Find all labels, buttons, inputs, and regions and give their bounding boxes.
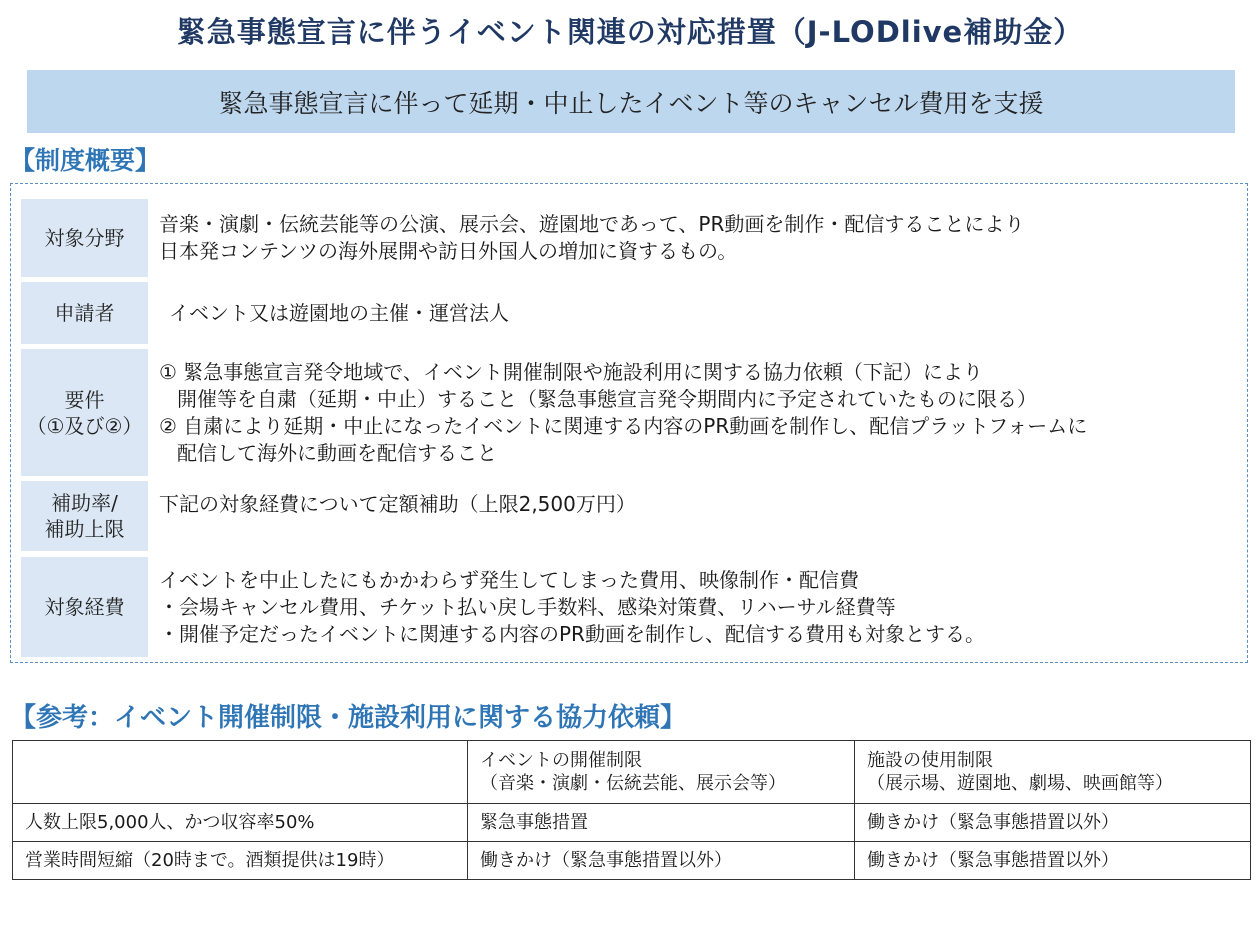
overview-box <box>10 183 1248 663</box>
row-content <box>159 282 1249 344</box>
content-line: 下記の対象経費について定額補助（上限2,500万円） <box>159 492 636 516</box>
row-applicant <box>21 282 1241 344</box>
row-target-expenses <box>21 557 1241 657</box>
table-cell: 営業時間短縮（20時まで。酒類提供は19時） <box>13 842 468 880</box>
reference-heading: 【参考：イベント開催制限・施設利用に関する協力依頼】 <box>10 703 687 733</box>
content-line: ・開催予定だったイベントに関連する内容のPR動画を制作し、配信する費用も対象とする。 <box>159 621 985 646</box>
row-label: 申請者 <box>21 282 148 344</box>
table-header-row <box>13 741 1251 804</box>
overview-heading: 【制度概要】 <box>10 146 161 175</box>
label-line: 補助率/ <box>51 491 118 515</box>
content-line: 音楽・演劇・伝統芸能等の公演、展示会、遊園地であって、PR動画を制作・配信することにより <box>159 212 1025 236</box>
row-target-field <box>21 199 1241 277</box>
content-line: 日本発コンテンツの海外展開や訪日外国人の増加に資するもの。 <box>159 239 738 263</box>
row-content <box>159 481 1239 561</box>
table-row <box>13 842 1251 880</box>
content-line: イベント又は遊園地の主催・運営法人 <box>169 300 509 325</box>
summary-banner: 緊急事態宣言に伴って延期・中止したイベント等のキャンセル費用を支援 <box>27 70 1235 133</box>
row-content <box>159 349 1239 476</box>
table-cell: 働きかけ（緊急事態措置以外） <box>855 804 1251 842</box>
table-header-facility-limits <box>855 741 1251 804</box>
content-line: 配信して海外に動画を配信すること <box>177 440 497 465</box>
table-cell: 人数上限5,000人、かつ収容率50% <box>13 804 468 842</box>
row-content <box>159 557 1239 657</box>
header-line: （展示場、遊園地、劇場、映画館等） <box>867 773 1173 794</box>
reference-table <box>12 740 1251 880</box>
content-line: 開催等を自粛（延期・中止）すること（緊急事態宣言発令期間内に予定されていたものに限る） <box>177 386 1037 411</box>
row-subsidy-rate <box>21 481 1241 551</box>
row-content <box>159 199 1239 277</box>
label-line: （①及び②） <box>26 413 143 438</box>
row-label: 対象経費 <box>21 557 148 657</box>
row-requirements <box>21 349 1241 476</box>
table-header-empty <box>13 741 468 804</box>
content-line: ① 緊急事態宣言発令地域で、イベント開催制限や施設利用に関する協力依頼（下記）により <box>159 359 983 384</box>
label-line: 要件 <box>64 387 105 412</box>
content-line: イベントを中止したにもかかわらず発生してしまった費用、映像制作・配信費 <box>159 567 859 592</box>
table-header-event-limits <box>468 741 855 804</box>
header-line: 施設の使用制限 <box>867 749 993 771</box>
row-label <box>21 481 148 551</box>
table-cell: 働きかけ（緊急事態措置以外） <box>855 842 1251 880</box>
table-cell: 緊急事態措置 <box>468 804 855 842</box>
header-line: イベントの開催制限 <box>480 749 642 771</box>
table-cell: 働きかけ（緊急事態措置以外） <box>468 842 855 880</box>
page-title: 緊急事態宣言に伴うイベント関連の対応措置（J-LODlive補助金） <box>176 15 1084 49</box>
content-line: ・会場キャンセル費用、チケット払い戻し手数料、感染対策費、リハーサル経費等 <box>159 594 896 619</box>
content-line: ② 自粛により延期・中止になったイベントに関連する内容のPR動画を制作し、配信プラットフォームに <box>159 413 1088 438</box>
table-row <box>13 804 1251 842</box>
row-label: 対象分野 <box>21 199 148 277</box>
header-line: （音楽・演劇・伝統芸能、展示会等） <box>480 773 786 794</box>
row-label <box>21 349 148 476</box>
label-line: 補助上限 <box>44 517 125 541</box>
